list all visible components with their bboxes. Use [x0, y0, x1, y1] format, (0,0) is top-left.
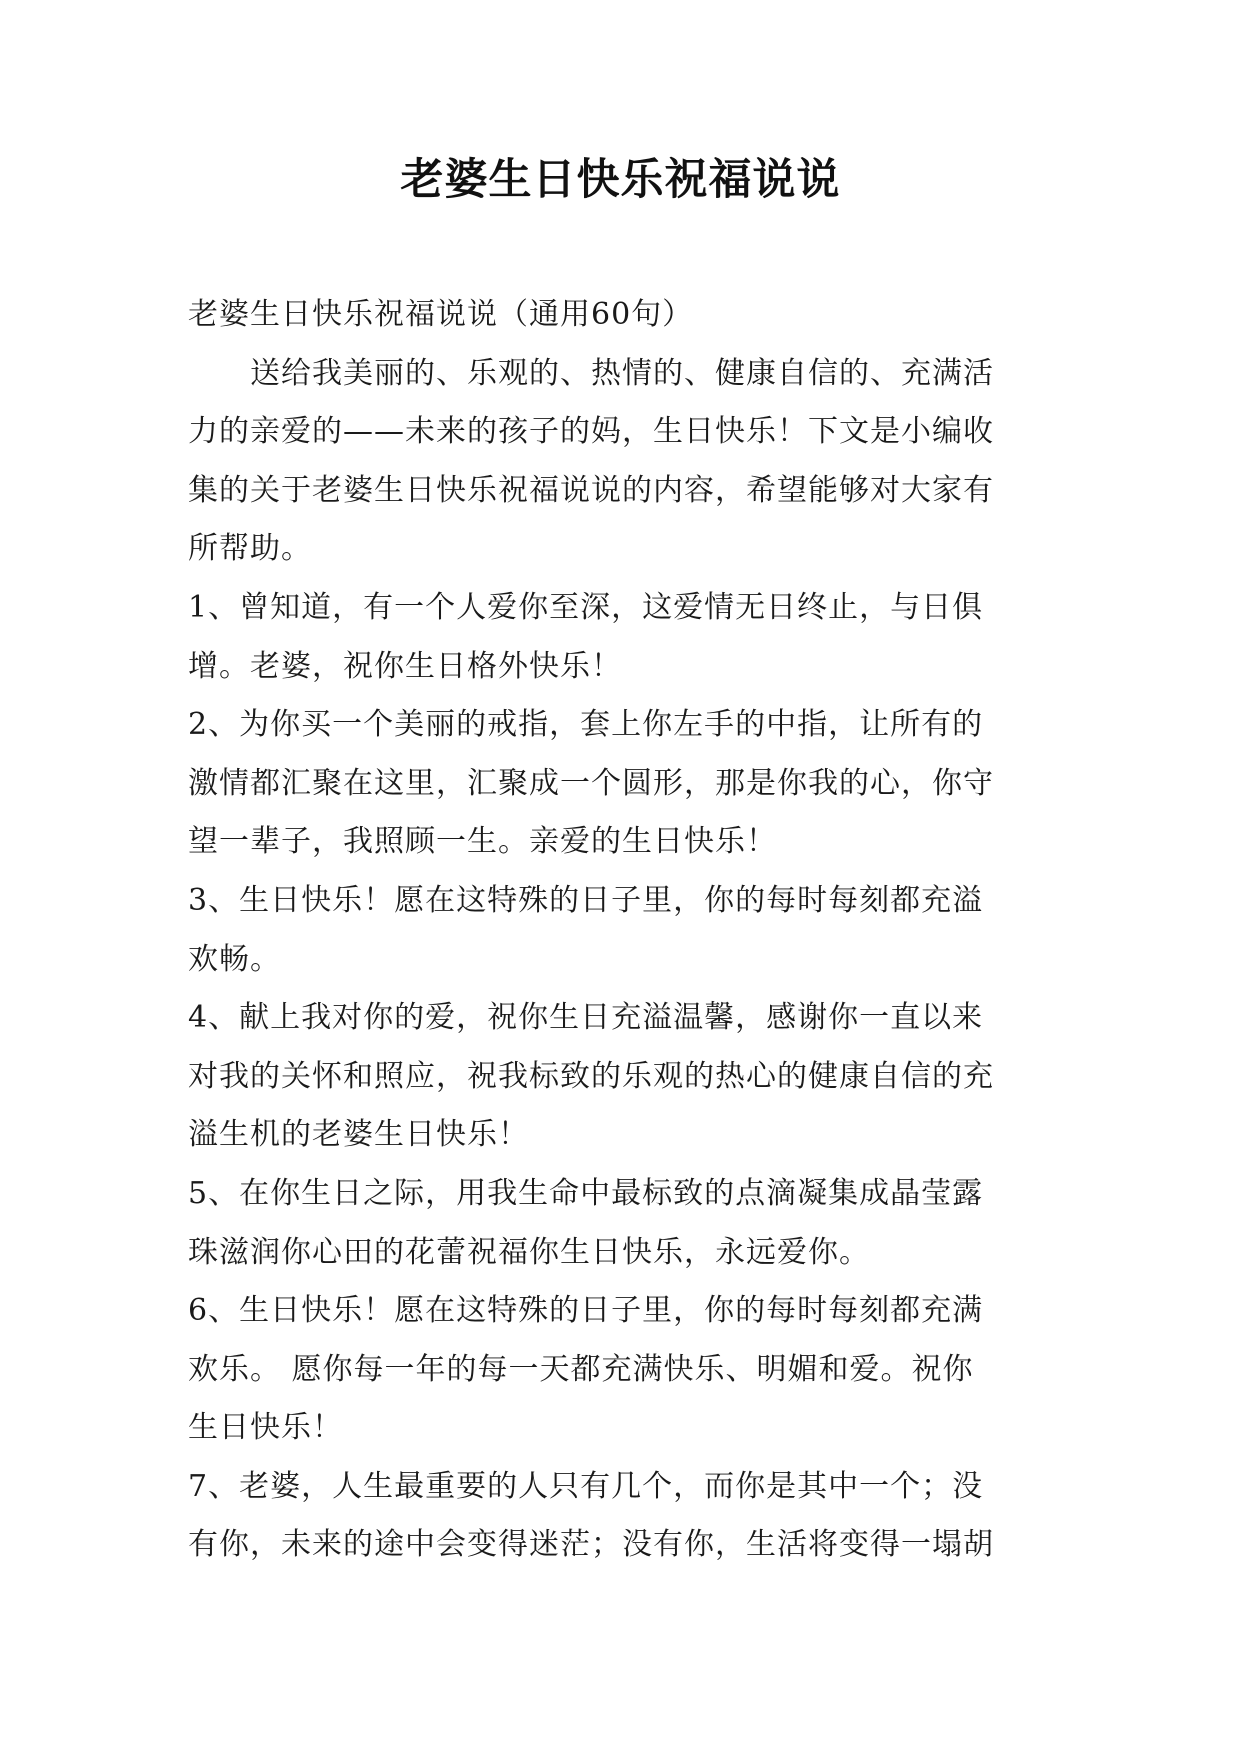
body-line: 欢畅。	[188, 941, 281, 977]
body-line: 生日快乐！	[188, 1410, 343, 1446]
body-line: 1、曾知道，有一个人爱你至深，这爱情无日终止，与日俱	[188, 589, 984, 625]
body-line: 集的关于老婆生日快乐祝福说说的内容，希望能够对大家有	[188, 472, 994, 508]
body-line: 增。老婆，祝你生日格外快乐！	[188, 648, 622, 684]
body-line: 老婆生日快乐祝福说说（通用60句）	[188, 297, 694, 332]
body-line: 所帮助。	[188, 531, 312, 567]
body-line: 对我的关怀和照应，祝我标致的乐观的热心的健康自信的充	[188, 1058, 994, 1094]
body-line: 有你，未来的途中会变得迷茫；没有你，生活将变得一塌胡	[188, 1527, 994, 1563]
document-title: 老婆生日快乐祝福说说	[400, 155, 841, 205]
body-line: 4、献上我对你的爱，祝你生日充溢温馨，感谢你一直以来	[188, 1000, 984, 1036]
body-line: 力的亲爱的——未来的孩子的妈，生日快乐！下文是小编收	[188, 414, 994, 450]
body-line: 溢生机的老婆生日快乐！	[188, 1117, 529, 1153]
body-line: 7、老婆，人生最重要的人只有几个，而你是其中一个；没	[188, 1468, 984, 1504]
body-line: 3、生日快乐！愿在这特殊的日子里，你的每时每刻都充溢	[188, 882, 984, 918]
document-body	[188, 286, 1056, 1575]
body-line: 5、在你生日之际，用我生命中最标致的点滴凝集成晶莹露	[188, 1175, 984, 1211]
body-line: 送给我美丽的、乐观的、热情的、健康自信的、充满活	[188, 355, 994, 391]
body-line: 6、生日快乐！愿在这特殊的日子里，你的每时每刻都充满	[188, 1293, 984, 1329]
body-line: 珠滋润你心田的花蕾祝福你生日快乐，永远爱你。	[188, 1234, 870, 1270]
body-line: 激情都汇聚在这里，汇聚成一个圆形，那是你我的心，你守	[188, 765, 994, 801]
body-line: 欢乐。 愿你每一年的每一天都充满快乐、明媚和爱。祝你	[188, 1351, 974, 1387]
body-line: 2、为你买一个美丽的戒指，套上你左手的中指，让所有的	[188, 707, 984, 743]
body-line: 望一辈子，我照顾一生。亲爱的生日快乐！	[188, 824, 777, 860]
